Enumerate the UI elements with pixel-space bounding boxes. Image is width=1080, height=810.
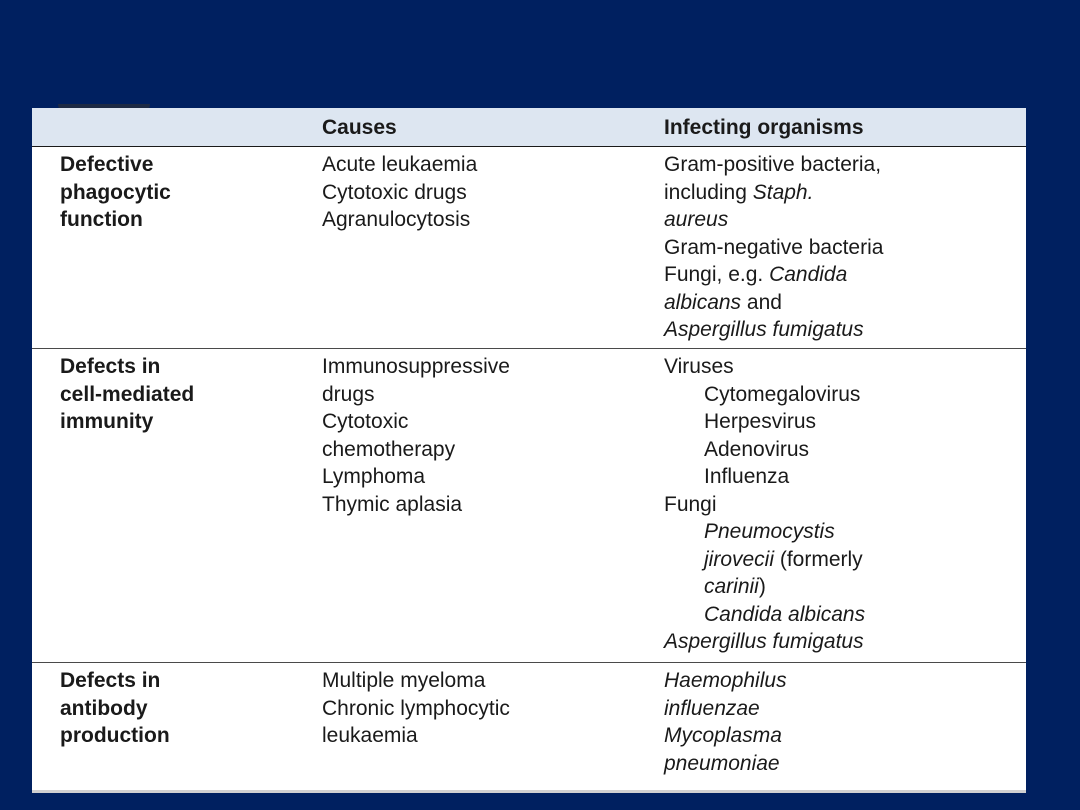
organisms-cell: Gram-positive bacteria, including Staph. aureus Gram-negative bacteria Fungi, e.g. Candida albicans and Aspergillus fumigatus [664,153,884,341]
immunodeficiency-table [32,108,1026,792]
row-label: Defects in cell-mediated immunity [60,355,195,433]
row-label: Defects in antibody production [60,669,170,747]
table-bottom-edge [32,790,1026,793]
header-organisms: Infecting organisms [664,116,864,139]
table-row [32,663,1026,792]
organisms-cell: Viruses Cytomegalovirus Herpesvirus Adenovirus Influenza Fungi Pneumocystis jirovecii (formerly carinii) Candida albicans Aspergillus fumigatus [664,355,866,653]
organisms-cell: Haemophilus influenzae Mycoplasma pneumoniae [664,669,787,775]
table-row [32,147,1026,349]
causes-cell: Immunosuppressive drugs Cytotoxic chemotherapy Lymphoma Thymic aplasia [322,355,510,516]
row-label: Defective phagocytic function [60,153,171,231]
table-row [32,349,1026,663]
causes-cell: Multiple myeloma Chronic lymphocytic leukaemia [322,669,510,747]
header-causes: Causes [322,116,397,139]
table-header-row [32,108,1026,147]
causes-cell: Acute leukaemia Cytotoxic drugs Agranulocytosis [322,153,478,231]
